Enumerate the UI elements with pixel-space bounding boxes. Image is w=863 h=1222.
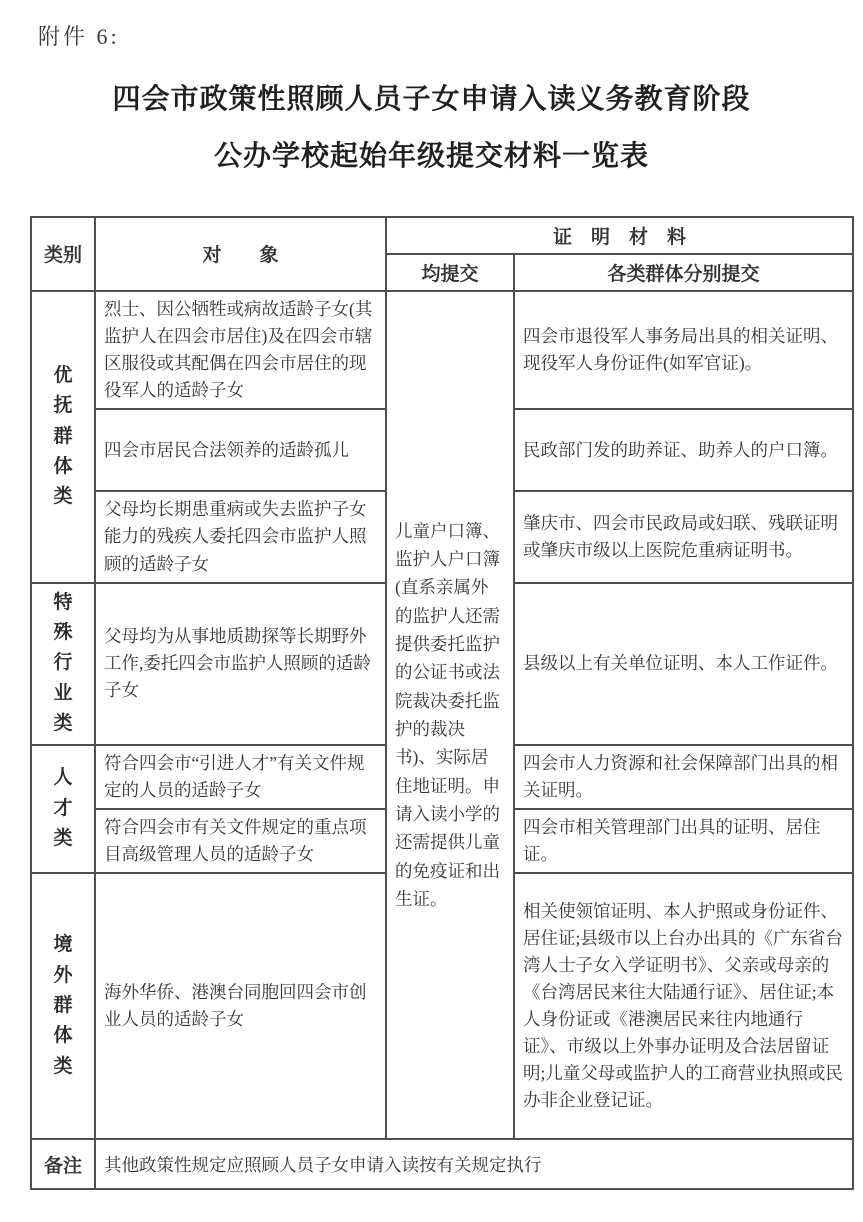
materials-table bbox=[30, 216, 854, 1190]
proof-cell-consulate-permits: 相关使领馆证明、本人护照或身份证件、居住证;县级市以上台办出具的《广东省台湾人士子女入学证明书》、父亲或母亲的《台湾居民来往大陆通行证》、居住证;本人身份证或《港澳居民来往内地通行证》、市级以上外事办证明及合法居留证明;儿童父母或监护人的工商营业执照或民办非企业登记证。 bbox=[514, 873, 853, 1139]
proof-cell-civil-affairs: 民政部门发的助养证、助养人的户口簿。 bbox=[514, 409, 853, 491]
attachment-label: 附件 6: bbox=[38, 24, 120, 49]
target-cell-adopted-orphans: 四会市居民合法领养的适龄孤儿 bbox=[95, 409, 386, 491]
proof-cell-hospital-certificate: 肇庆市、四会市民政局或妇联、残联证明或肇庆市级以上医院危重病证明书。 bbox=[514, 491, 853, 582]
remark-label: 备注 bbox=[31, 1139, 95, 1189]
target-cell-introduced-talent: 符合四会市“引进人才”有关文件规定的人员的适龄子女 bbox=[95, 745, 386, 809]
category-cell-preferential-care bbox=[31, 291, 95, 583]
title-line-1: 四会市政策性照顾人员子女申请入读义务教育阶段 bbox=[112, 84, 751, 115]
proof-cell-hr-social-security: 四会市人力资源和社会保障部门出具的相关证明。 bbox=[514, 745, 853, 809]
remark-text: 其他政策性规定应照顾人员子女申请入读按有关规定执行 bbox=[95, 1139, 853, 1189]
all-submit-cell: 儿童户口簿、监护人户口簿(直系亲属外的监护人还需提供委托监护的公证书或法院裁决委托监护的裁决书)、实际居住地证明。申请入读小学的还需提供儿童的免疫证和出生证。 bbox=[386, 291, 514, 1139]
category-label: 优抚群体类 bbox=[53, 364, 73, 508]
column-header-proof-materials: 证 明 材 料 bbox=[386, 217, 853, 254]
title-line-2: 公办学校起始年级提交材料一览表 bbox=[213, 141, 649, 173]
column-header-target: 对 象 bbox=[95, 217, 386, 291]
target-cell-martyrs-military: 烈士、因公牺牲或病故适龄子女(其监护人在四会市居住)及在四会市辖区服役或其配偶在四会市居住的现役军人的适龄子女 bbox=[95, 291, 386, 410]
target-cell-field-workers: 父母均为从事地质勘探等长期野外工作,委托四会市监护人照顾的适龄子女 bbox=[95, 583, 386, 745]
target-cell-disabled-parents: 父母均长期患重病或失去监护子女能力的残疾人委托四会市监护人照顾的适龄子女 bbox=[95, 491, 386, 582]
category-label: 境外群体类 bbox=[53, 934, 73, 1077]
table-row bbox=[31, 291, 853, 410]
column-header-all-submit: 均提交 bbox=[386, 254, 514, 291]
target-cell-overseas-compatriots: 海外华侨、港澳台同胞回四会市创业人员的适龄子女 bbox=[95, 873, 386, 1139]
proof-cell-work-certificate: 县级以上有关单位证明、本人工作证件。 bbox=[514, 583, 853, 745]
remark-row bbox=[31, 1139, 853, 1189]
target-cell-key-project-managers: 符合四会市有关文件规定的重点项目高级管理人员的适龄子女 bbox=[95, 809, 386, 873]
category-label: 特殊行业类 bbox=[53, 591, 73, 735]
category-cell-talent bbox=[31, 745, 95, 874]
document-title bbox=[34, 71, 829, 186]
column-header-group-submit: 各类群体分别提交 bbox=[514, 254, 853, 291]
category-cell-overseas-group bbox=[31, 873, 95, 1139]
proof-cell-management-department: 四会市相关管理部门出具的证明、居住证。 bbox=[514, 809, 853, 873]
proof-cell-veterans-bureau: 四会市退役军人事务局出具的相关证明、现役军人身份证件(如军官证)。 bbox=[514, 291, 853, 410]
header-row-1 bbox=[31, 217, 853, 254]
column-header-category: 类别 bbox=[31, 217, 95, 291]
category-label: 人才类 bbox=[53, 767, 73, 850]
category-cell-special-industry bbox=[31, 583, 95, 745]
